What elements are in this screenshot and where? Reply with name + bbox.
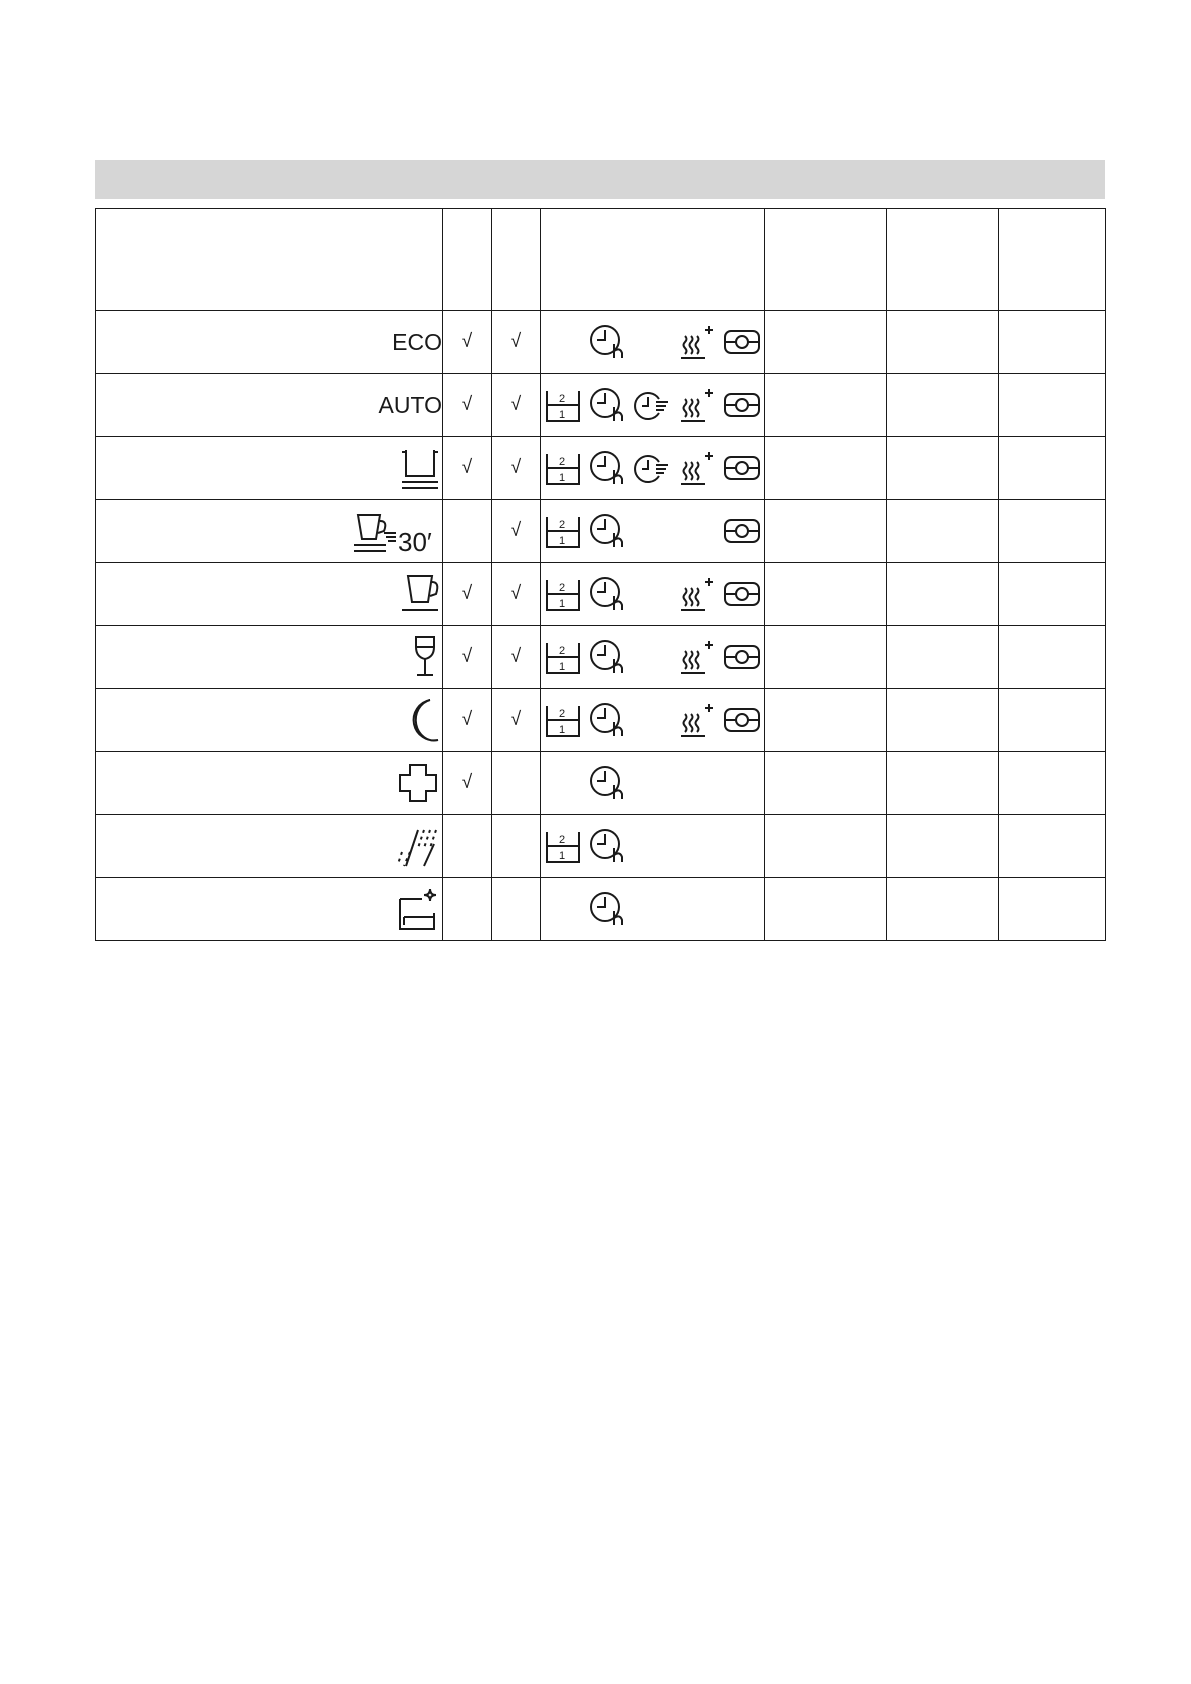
check-cell-1 xyxy=(443,878,492,941)
night-moon-icon xyxy=(408,696,442,744)
intensive-pot-icon xyxy=(398,444,442,492)
time-manager-icon xyxy=(719,572,764,616)
empty-option-slot xyxy=(630,635,675,679)
check-cell-2: √ xyxy=(492,626,541,689)
svg-text:2: 2 xyxy=(559,708,566,720)
program-label: ECO xyxy=(392,328,442,355)
empty-cell-col4 xyxy=(765,437,887,500)
check-cell-2: √ xyxy=(492,437,541,500)
table-row xyxy=(96,563,1106,626)
svg-text:1: 1 xyxy=(559,598,566,610)
empty-cell-col4 xyxy=(765,689,887,752)
check-cell-2: √ xyxy=(492,689,541,752)
delay-start-icon xyxy=(586,446,631,490)
empty-option-slot xyxy=(719,761,764,805)
table-row xyxy=(96,878,1106,941)
table-row xyxy=(96,374,1106,437)
check-cell-2: √ xyxy=(492,311,541,374)
empty-cell-col5 xyxy=(887,311,999,374)
empty-option-slot xyxy=(630,887,675,931)
program-cell xyxy=(96,437,443,500)
rinse-spray-icon xyxy=(394,822,442,870)
program-cell xyxy=(96,626,443,689)
svg-text:1: 1 xyxy=(559,850,566,862)
options-cell xyxy=(541,815,765,878)
time-manager-icon xyxy=(719,698,764,742)
extra-dry-icon xyxy=(675,446,720,490)
empty-cell-col6 xyxy=(999,689,1106,752)
time-manager-icon xyxy=(719,509,764,553)
program-table xyxy=(95,208,1106,941)
delay-start-icon xyxy=(586,887,631,931)
extra-dry-icon xyxy=(675,698,720,742)
empty-option-slot xyxy=(630,320,675,364)
check-cell-2: √ xyxy=(492,563,541,626)
table-row xyxy=(96,437,1106,500)
time-manager-icon xyxy=(719,635,764,679)
extra-dry-icon xyxy=(675,635,720,679)
empty-option-slot xyxy=(541,887,586,931)
check-cell-1 xyxy=(443,815,492,878)
table-row xyxy=(96,689,1106,752)
program-cell xyxy=(96,500,443,563)
header-cell-program xyxy=(96,209,443,311)
machine-care-icon xyxy=(394,885,442,933)
multi-tab-icon xyxy=(541,635,586,679)
extra-dry-icon xyxy=(675,572,720,616)
empty-option-slot xyxy=(675,509,720,553)
extra-dry-icon xyxy=(675,320,720,364)
svg-text:1: 1 xyxy=(559,535,566,547)
svg-text:2: 2 xyxy=(559,393,566,405)
empty-cell-col5 xyxy=(887,500,999,563)
delay-start-icon xyxy=(586,824,631,868)
multi-tab-icon xyxy=(541,572,586,616)
options-cell xyxy=(541,500,765,563)
empty-cell-col6 xyxy=(999,878,1106,941)
check-cell-2: √ xyxy=(492,500,541,563)
time-saver-icon xyxy=(630,446,675,490)
extra-dry-icon xyxy=(675,383,720,427)
empty-option-slot xyxy=(630,761,675,805)
multi-tab-icon xyxy=(541,383,586,427)
svg-text:2: 2 xyxy=(559,519,566,531)
empty-cell-col5 xyxy=(887,374,999,437)
empty-cell-col6 xyxy=(999,563,1106,626)
header-cell-col5 xyxy=(887,209,999,311)
empty-cell-col6 xyxy=(999,374,1106,437)
time-manager-icon xyxy=(719,446,764,490)
delay-start-icon xyxy=(586,572,631,616)
empty-option-slot xyxy=(719,824,764,868)
program-label: AUTO xyxy=(378,391,442,418)
program-cell xyxy=(96,752,443,815)
svg-text:1: 1 xyxy=(559,409,566,421)
empty-cell-col4 xyxy=(765,374,887,437)
empty-option-slot xyxy=(541,761,586,805)
check-cell-1: √ xyxy=(443,563,492,626)
empty-cell-col4 xyxy=(765,311,887,374)
table-title-bar xyxy=(95,160,1105,199)
table-row xyxy=(96,311,1106,374)
quick-30-icon xyxy=(352,507,442,555)
empty-cell-col5 xyxy=(887,437,999,500)
header-cell-col1 xyxy=(443,209,492,311)
options-cell xyxy=(541,689,765,752)
check-cell-2: √ xyxy=(492,374,541,437)
svg-text:2: 2 xyxy=(559,645,566,657)
empty-cell-col6 xyxy=(999,752,1106,815)
check-cell-1: √ xyxy=(443,311,492,374)
hygiene-cross-icon xyxy=(394,759,442,807)
delay-start-icon xyxy=(586,761,631,805)
delay-start-icon xyxy=(586,383,631,427)
empty-option-slot xyxy=(630,572,675,616)
empty-cell-col4 xyxy=(765,626,887,689)
svg-text:30′: 30′ xyxy=(398,527,432,555)
program-cell xyxy=(96,689,443,752)
program-cell xyxy=(96,878,443,941)
empty-cell-col6 xyxy=(999,437,1106,500)
empty-cell-col5 xyxy=(887,878,999,941)
time-manager-icon xyxy=(719,383,764,427)
empty-option-slot xyxy=(541,320,586,364)
empty-cell-col5 xyxy=(887,626,999,689)
svg-text:2: 2 xyxy=(559,582,566,594)
check-cell-1: √ xyxy=(443,437,492,500)
empty-option-slot xyxy=(630,509,675,553)
check-cell-2 xyxy=(492,752,541,815)
empty-cell-col4 xyxy=(765,563,887,626)
table-row xyxy=(96,500,1106,563)
empty-cell-col5 xyxy=(887,815,999,878)
svg-text:2: 2 xyxy=(559,456,566,468)
delay-start-icon xyxy=(586,635,631,679)
table-row xyxy=(96,626,1106,689)
options-cell xyxy=(541,374,765,437)
program-cell xyxy=(96,815,443,878)
multi-tab-icon xyxy=(541,446,586,490)
empty-cell-col5 xyxy=(887,752,999,815)
check-cell-1: √ xyxy=(443,374,492,437)
header-cell-options xyxy=(541,209,765,311)
check-cell-1: √ xyxy=(443,689,492,752)
empty-cell-col4 xyxy=(765,752,887,815)
svg-text:1: 1 xyxy=(559,724,566,736)
delay-start-icon xyxy=(586,698,631,742)
multi-tab-icon xyxy=(541,824,586,868)
options-cell xyxy=(541,626,765,689)
options-cell xyxy=(541,437,765,500)
delay-start-icon xyxy=(586,509,631,553)
check-cell-1: √ xyxy=(443,752,492,815)
empty-cell-col6 xyxy=(999,815,1106,878)
empty-cell-col4 xyxy=(765,878,887,941)
table-row xyxy=(96,815,1106,878)
options-cell xyxy=(541,878,765,941)
table-header-row xyxy=(96,209,1106,311)
multi-tab-icon xyxy=(541,509,586,553)
glass-icon xyxy=(408,633,442,681)
multi-tab-icon xyxy=(541,698,586,742)
cup-icon xyxy=(398,570,442,618)
check-cell-1 xyxy=(443,500,492,563)
options-cell xyxy=(541,563,765,626)
empty-option-slot xyxy=(630,698,675,742)
time-manager-icon xyxy=(719,320,764,364)
delay-start-icon xyxy=(586,320,631,364)
svg-text:1: 1 xyxy=(559,472,566,484)
empty-cell-col4 xyxy=(765,815,887,878)
empty-cell-col5 xyxy=(887,689,999,752)
empty-option-slot xyxy=(675,887,720,931)
empty-option-slot xyxy=(675,824,720,868)
check-cell-2 xyxy=(492,815,541,878)
header-cell-col6 xyxy=(999,209,1106,311)
empty-cell-col4 xyxy=(765,500,887,563)
empty-option-slot xyxy=(675,761,720,805)
empty-cell-col6 xyxy=(999,311,1106,374)
svg-text:1: 1 xyxy=(559,661,566,673)
empty-option-slot xyxy=(630,824,675,868)
check-cell-1: √ xyxy=(443,626,492,689)
header-cell-col2 xyxy=(492,209,541,311)
options-cell xyxy=(541,311,765,374)
check-cell-2 xyxy=(492,878,541,941)
header-cell-col4 xyxy=(765,209,887,311)
program-cell xyxy=(96,563,443,626)
empty-cell-col5 xyxy=(887,563,999,626)
time-saver-icon xyxy=(630,383,675,427)
svg-text:2: 2 xyxy=(559,834,566,846)
empty-cell-col6 xyxy=(999,626,1106,689)
empty-cell-col6 xyxy=(999,500,1106,563)
table-row xyxy=(96,752,1106,815)
program-cell xyxy=(96,311,443,374)
options-cell xyxy=(541,752,765,815)
empty-option-slot xyxy=(719,887,764,931)
program-cell xyxy=(96,374,443,437)
